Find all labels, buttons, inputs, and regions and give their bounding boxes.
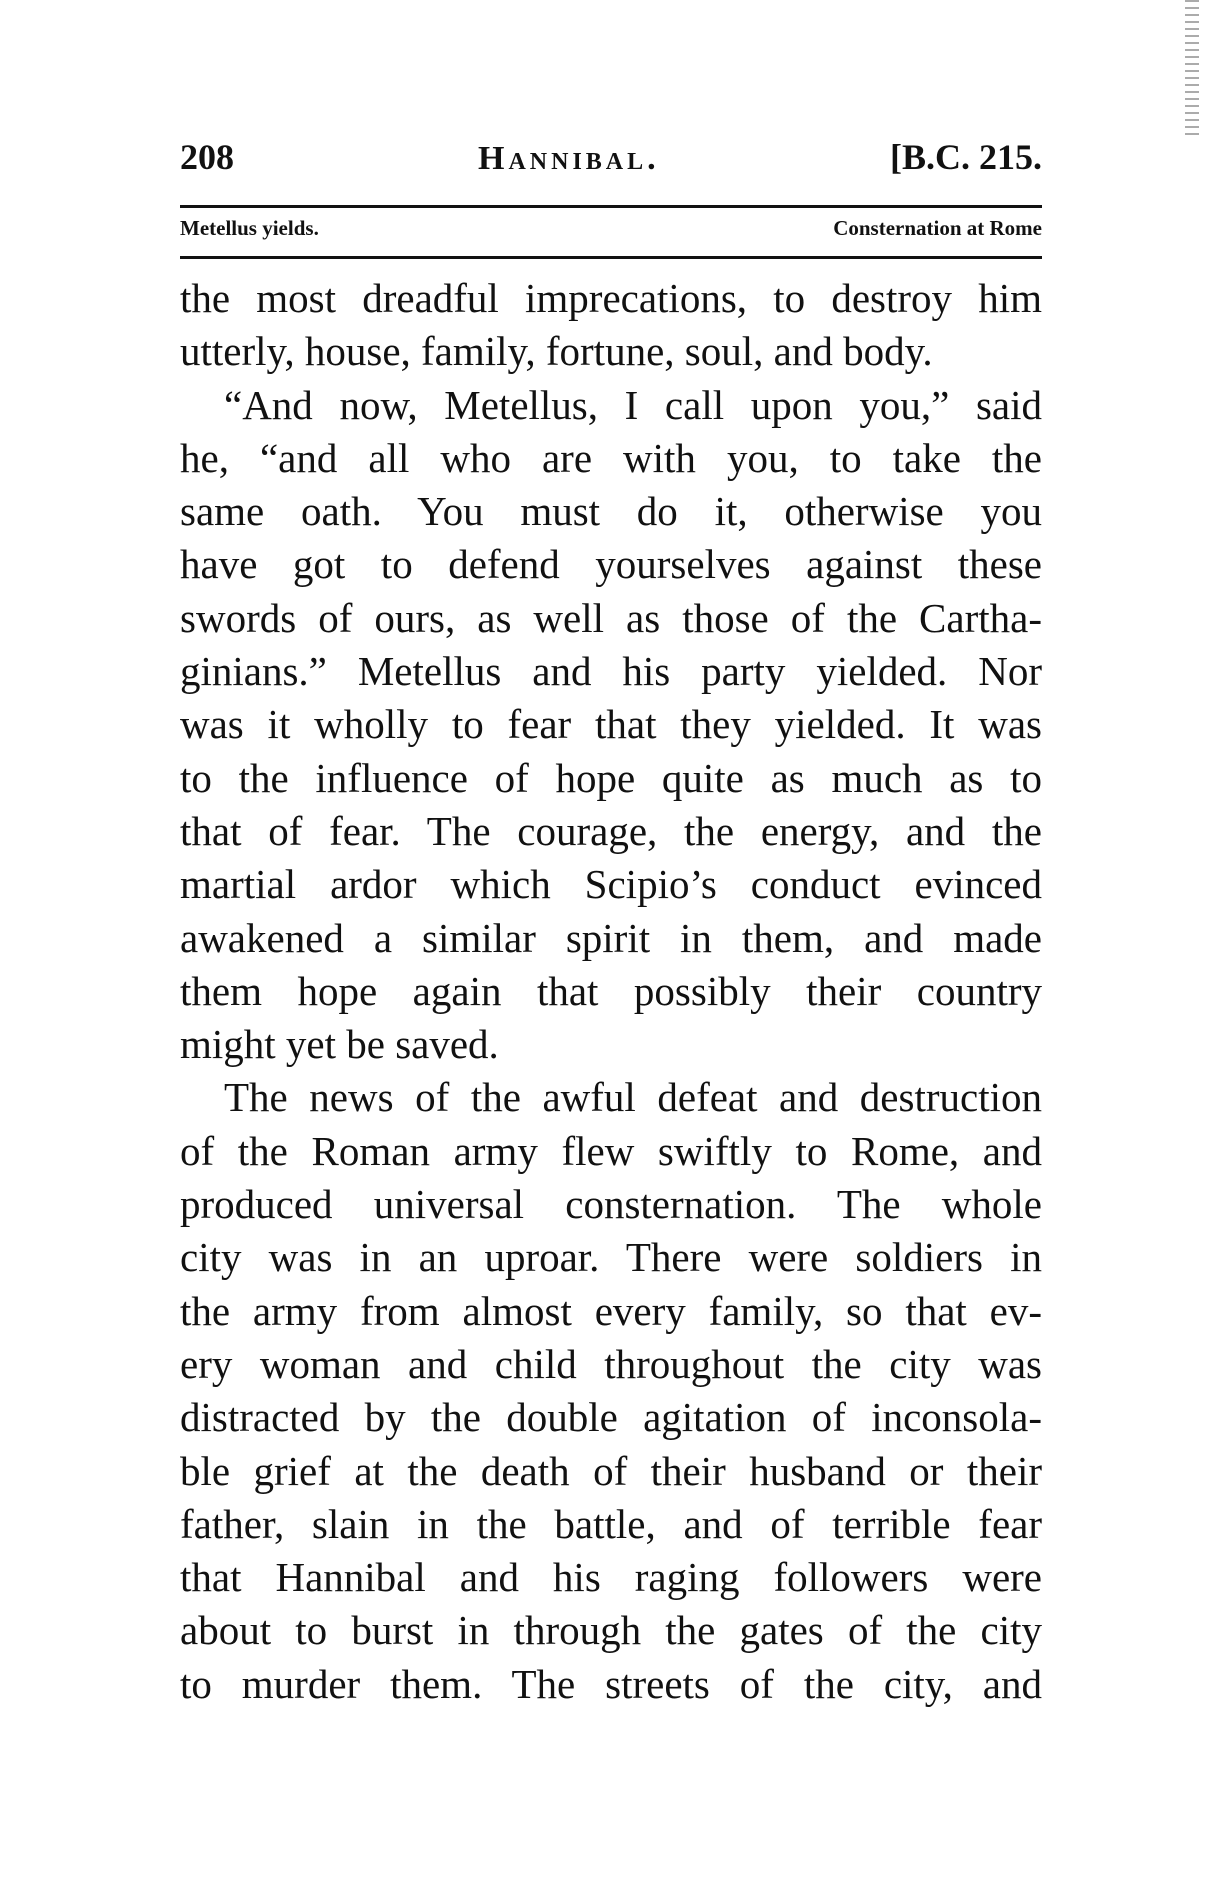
- paragraph-start-line: “And now, Metellus, I call upon you,” said: [224, 381, 1042, 428]
- text-line: awakened a similar spirit in them, and made: [180, 914, 1042, 961]
- text-line: martial ardor which Scipio’s conduct evinced: [180, 861, 1042, 908]
- text-line: might yet be saved.: [180, 1021, 499, 1068]
- text-line: father, slain in the battle, and of terrible fear: [180, 1500, 1042, 1547]
- text-line: of the Roman army flew swiftly to Rome, and: [180, 1127, 1042, 1174]
- text-line: about to burst in through the gates of the city: [180, 1607, 1042, 1654]
- text-line: them hope again that possibly their country: [180, 967, 1042, 1014]
- text-line: swords of ours, as well as those of the Cartha-: [180, 594, 1042, 641]
- text-line: the army from almost every family, so that ev-: [180, 1287, 1042, 1334]
- text-line: to murder them. The streets of the city, and: [180, 1660, 1042, 1707]
- text-line: to the influence of hope quite as much as to: [180, 754, 1042, 801]
- header-date: [B.C. 215.: [890, 137, 1042, 177]
- header-rule-top: [180, 205, 1042, 208]
- text-line: have got to defend yourselves against these: [180, 541, 1042, 588]
- text-line: was it wholly to fear that they yielded. It was: [180, 701, 1042, 748]
- sidenote-right: Consternation at Rome: [833, 216, 1042, 240]
- paragraph-start-line: The news of the awful defeat and destruction: [224, 1074, 1042, 1121]
- page-header: [180, 136, 1042, 182]
- text-line: produced universal consternation. The whole: [180, 1181, 1042, 1228]
- text-line: the most dreadful imprecations, to destroy him: [180, 275, 1042, 321]
- page-number: 208: [180, 137, 234, 177]
- header-rule-bottom: [180, 256, 1042, 259]
- sidenotes: [180, 216, 1042, 244]
- body-text: [180, 272, 1042, 1711]
- text-line: utterly, house, family, fortune, soul, and body.: [180, 328, 933, 375]
- text-line: he, “and all who are with you, to take the: [180, 434, 1042, 481]
- text-line: that of fear. The courage, the energy, and the: [180, 807, 1042, 854]
- text-line: city was in an uproar. There were soldiers in: [180, 1234, 1042, 1281]
- text-line: ble grief at the death of their husband or their: [180, 1447, 1042, 1494]
- text-line: distracted by the double agitation of inconsola-: [180, 1394, 1042, 1441]
- text-line: ginians.” Metellus and his party yielded. Nor: [180, 648, 1042, 695]
- running-title: Hannibal.: [478, 140, 660, 177]
- text-line: ery woman and child throughout the city was: [180, 1340, 1042, 1387]
- text-line: same oath. You must do it, otherwise you: [180, 488, 1042, 535]
- sidenote-left: Metellus yields.: [180, 216, 319, 240]
- text-line: that Hannibal and his raging followers were: [180, 1554, 1042, 1601]
- scan-margin-mark: [1185, 0, 1199, 140]
